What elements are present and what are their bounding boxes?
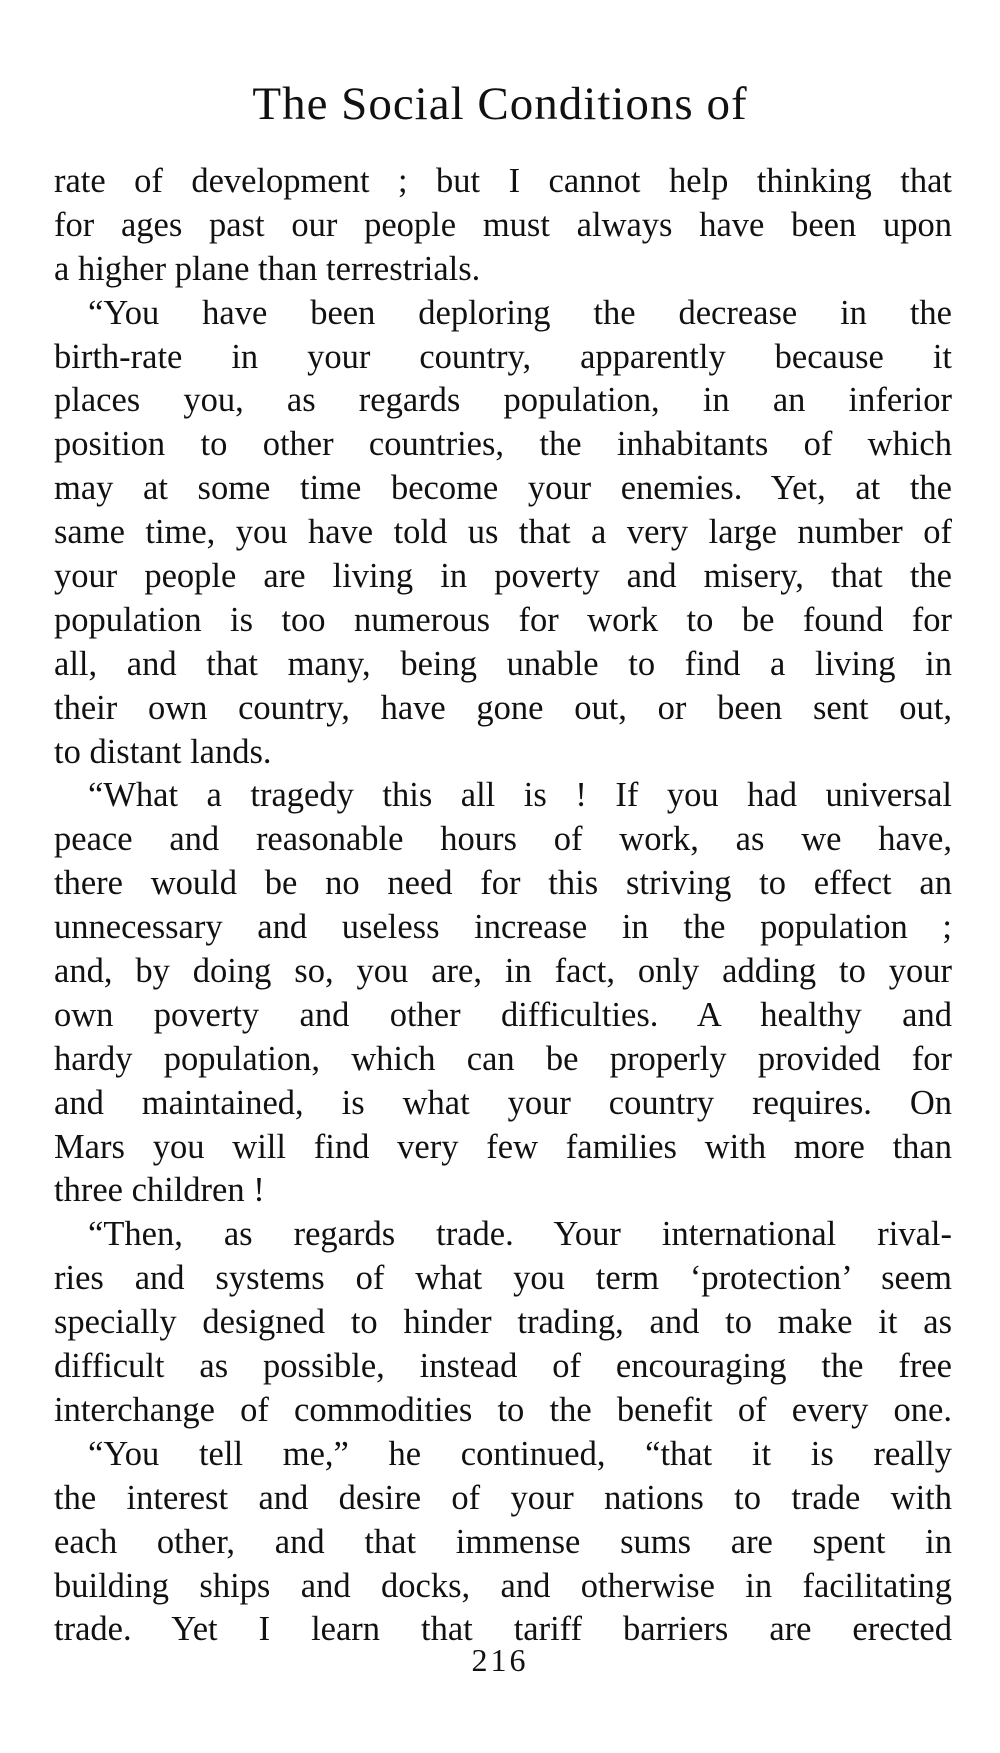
text-line: your people are living in poverty and misery, that the <box>54 557 952 596</box>
text-line: position to other countries, the inhabitants of which <box>54 425 952 464</box>
text-line: all, and that many, being unable to find a living in <box>54 644 952 683</box>
text-line: their own country, have gone out, or been sent out, <box>54 688 952 727</box>
text-line: same time, you have told us that a very large number of <box>54 513 952 552</box>
paragraph <box>54 292 952 775</box>
text-line: building ships and docks, and otherwise in facilitating <box>54 1566 952 1605</box>
body-text <box>54 160 952 1652</box>
text-line: unnecessary and useless increase in the population ; <box>54 908 952 947</box>
text-line: three children ! <box>54 1171 265 1210</box>
text-line: birth-rate in your country, apparently because it <box>54 337 952 376</box>
text-line: ries and systems of what you term ‘protection’ seem <box>54 1259 952 1298</box>
text-line: population is too numerous for work to be found for <box>54 600 952 639</box>
text-line: hardy population, which can be properly provided for <box>54 1039 952 1078</box>
text-line: there would be no need for this striving to effect an <box>54 864 952 903</box>
text-line: “You tell me,” he continued, “that it is really <box>88 1434 952 1473</box>
text-line: peace and reasonable hours of work, as we have, <box>54 820 952 859</box>
text-line: own poverty and other difficulties. A healthy and <box>54 995 952 1034</box>
paragraph <box>54 1433 952 1652</box>
text-line: the interest and desire of your nations to trade with <box>54 1478 952 1517</box>
text-line: each other, and that immense sums are spent in <box>54 1522 952 1561</box>
text-line: to distant lands. <box>54 732 272 771</box>
text-line: rate of development ; but I cannot help thinking that <box>54 162 952 200</box>
text-line: “What a tragedy this all is ! If you had universal <box>88 776 952 815</box>
text-line: trade. Yet I learn that tariff barriers are erected <box>54 1610 952 1649</box>
text-line: interchange of commodities to the benefit of every one. <box>54 1390 952 1429</box>
text-line: “You have been deploring the decrease in the <box>88 293 952 332</box>
text-line: and maintained, is what your country requires. On <box>54 1083 952 1122</box>
text-line: for ages past our people must always have been upon <box>54 205 952 244</box>
text-line: may at some time become your enemies. Yet, at the <box>54 469 952 508</box>
page-number: 216 <box>471 1642 529 1678</box>
text-line: “Then, as regards trade. Your international rival- <box>88 1215 952 1254</box>
text-line: places you, as regards population, in an inferior <box>54 381 952 420</box>
text-line: difficult as possible, instead of encouraging the free <box>54 1347 952 1386</box>
text-line: a higher plane than terrestrials. <box>54 249 481 288</box>
paragraph <box>54 160 952 292</box>
text-line: and, by doing so, you are, in fact, only adding to your <box>54 952 952 991</box>
paragraph <box>54 774 952 1213</box>
text-line: specially designed to hinder trading, and to make it as <box>54 1303 952 1342</box>
running-head: The Social Conditions of <box>252 78 748 130</box>
text-line: Mars you will find very few families with more than <box>54 1127 952 1166</box>
paragraph <box>54 1213 952 1432</box>
